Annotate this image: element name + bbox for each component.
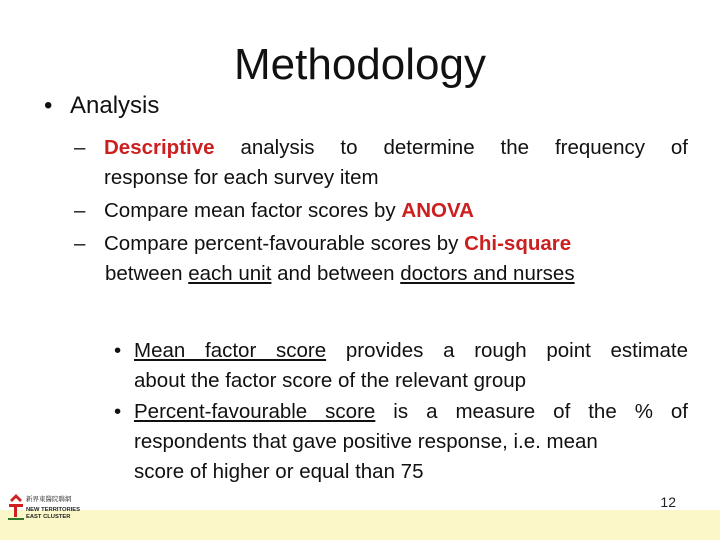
each-unit-term: each unit [188,262,272,285]
chi-square-term: Chi-square [464,232,572,255]
mean-factor-term: Mean factor score [134,339,327,362]
bullet-analysis [44,92,159,120]
subitem-descriptive [74,133,688,193]
mean-factor-text-2: about the factor score of the relevant group [134,369,527,392]
percent-favourable-text-3: score of higher or equal than 75 [134,460,424,483]
percent-favourable-text-1: is a measure of the % of [393,400,688,423]
anova-text: Compare mean factor scores by [104,199,396,222]
dash-icon: – [74,136,86,159]
anova-term: ANOVA [401,199,474,222]
bullet-dot-icon: • [114,339,122,362]
descriptive-term: Descriptive [104,136,215,159]
logo-en-text-1: NEW TERRITORIES [26,507,81,513]
doctors-nurses-term: doctors and nurses [400,262,575,285]
mean-factor-text-1: provides a rough point estimate [345,339,688,362]
footer-bar [0,510,720,540]
logo-cn-text: 新界東醫院聯網 [26,495,72,503]
bullet-mean-factor [114,336,688,396]
descriptive-text-1: analysis to determine the frequency of [240,136,688,159]
percent-favourable-term: Percent-favourable score [134,400,376,423]
bullet-percent-favourable [114,397,688,487]
subitem-chi-square [74,229,688,289]
subitem-anova [74,196,688,226]
nt-east-cluster-logo [6,490,90,524]
page-number: 12 [660,494,676,510]
dash-icon: – [74,232,86,255]
slide-title: Methodology [234,40,486,89]
chi-line2-a: between [105,262,183,285]
descriptive-text-2: response for each survey item [104,166,379,189]
bullet-dot-icon: • [114,400,122,423]
logo-en-text-2: EAST CLUSTER [26,514,71,520]
chi-line2-b: and between [277,262,395,285]
percent-favourable-text-2: respondents that gave positive response, i.e. mean [134,430,598,453]
dash-icon: – [74,199,86,222]
bullet-dot-icon: • [44,92,53,119]
bullet-analysis-label: Analysis [70,92,160,119]
chi-text: Compare percent-favourable scores by [104,232,459,255]
